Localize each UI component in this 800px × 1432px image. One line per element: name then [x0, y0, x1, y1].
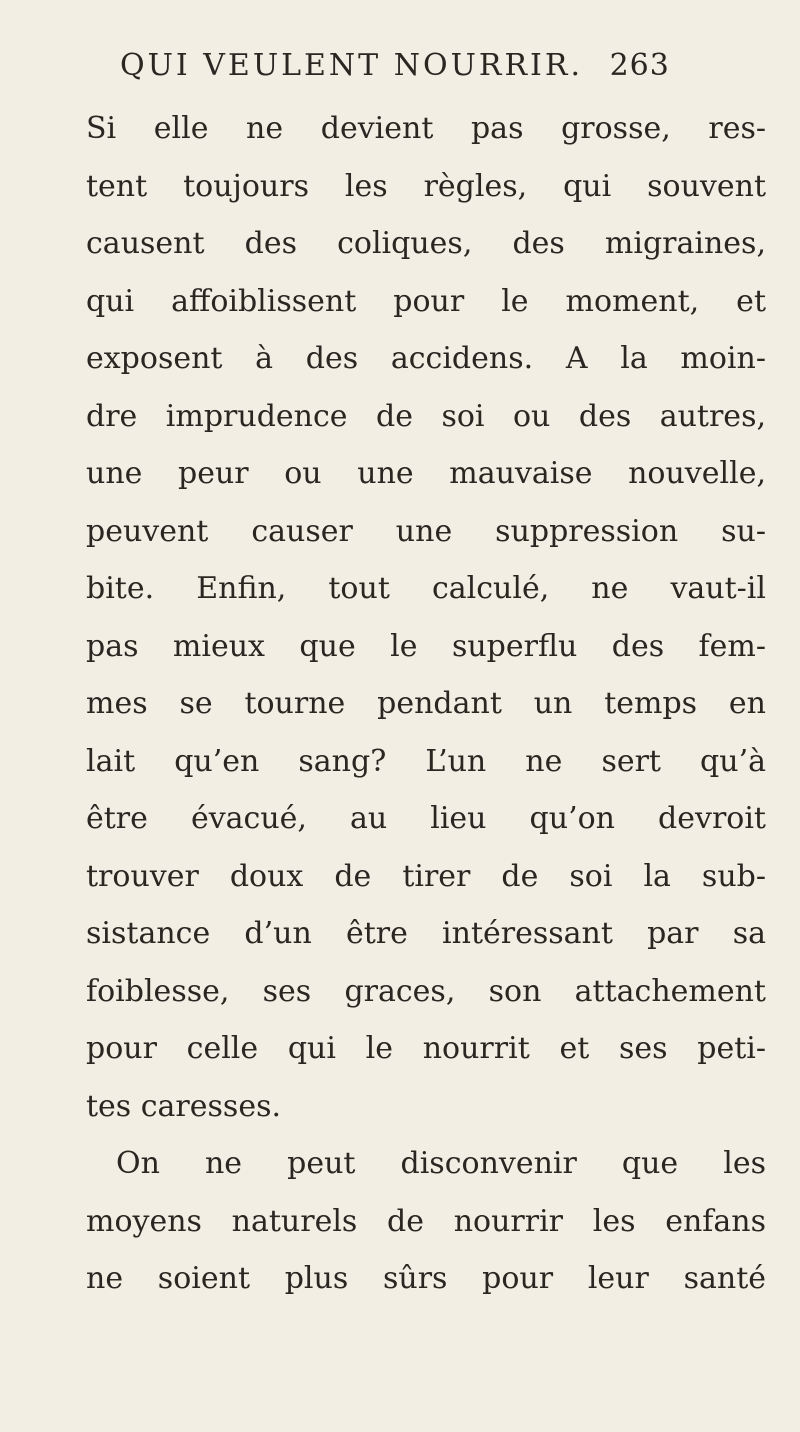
- text-line: lait qu’en sang? L’un ne sert qu’à: [86, 743, 766, 779]
- text-line: pour celle qui le nourrit et ses peti-: [86, 1031, 766, 1066]
- text-line: dre imprudence de soi ou des autres,: [86, 398, 766, 434]
- body-text: [86, 100, 766, 1308]
- text-line: bite. Enfin, tout calculé, ne vaut-il: [86, 571, 766, 606]
- text-line: sistance d’un être intéressant par sa: [86, 916, 766, 951]
- text-line: une peur ou une mauvaise nouvelle,: [86, 456, 766, 491]
- page-number: 263: [609, 48, 670, 83]
- running-head: [120, 48, 760, 98]
- text-line: mes se tourne pendant un temps en: [86, 686, 766, 721]
- paragraph-end-line: tes caresses.: [86, 1088, 281, 1124]
- text-line: pas mieux que le superflu des fem-: [86, 628, 766, 664]
- text-line: exposent à des accidens. A la moin-: [86, 341, 766, 376]
- text-line: trouver doux de tirer de soi la sub-: [86, 858, 766, 894]
- text-line: être évacué, au lieu qu’on devroit: [86, 801, 766, 836]
- text-line: ne soient plus sûrs pour leur santé: [86, 1261, 766, 1296]
- paragraph-start-line: On ne peut disconvenir que les: [116, 1146, 766, 1181]
- text-line: qui affoiblissent pour le moment, et: [86, 283, 766, 319]
- running-head-title: QUI VEULENT NOURRIR.: [120, 48, 584, 83]
- text-line: foiblesse, ses graces, son attachement: [86, 973, 766, 1009]
- text-line: Si elle ne devient pas grosse, res-: [86, 111, 766, 146]
- text-line: moyens naturels de nourrir les enfans: [86, 1203, 766, 1239]
- text-line: causent des coliques, des migraines,: [86, 226, 766, 261]
- text-line: tent toujours les règles, qui souvent: [86, 168, 766, 204]
- text-line: peuvent causer une suppression su-: [86, 513, 766, 549]
